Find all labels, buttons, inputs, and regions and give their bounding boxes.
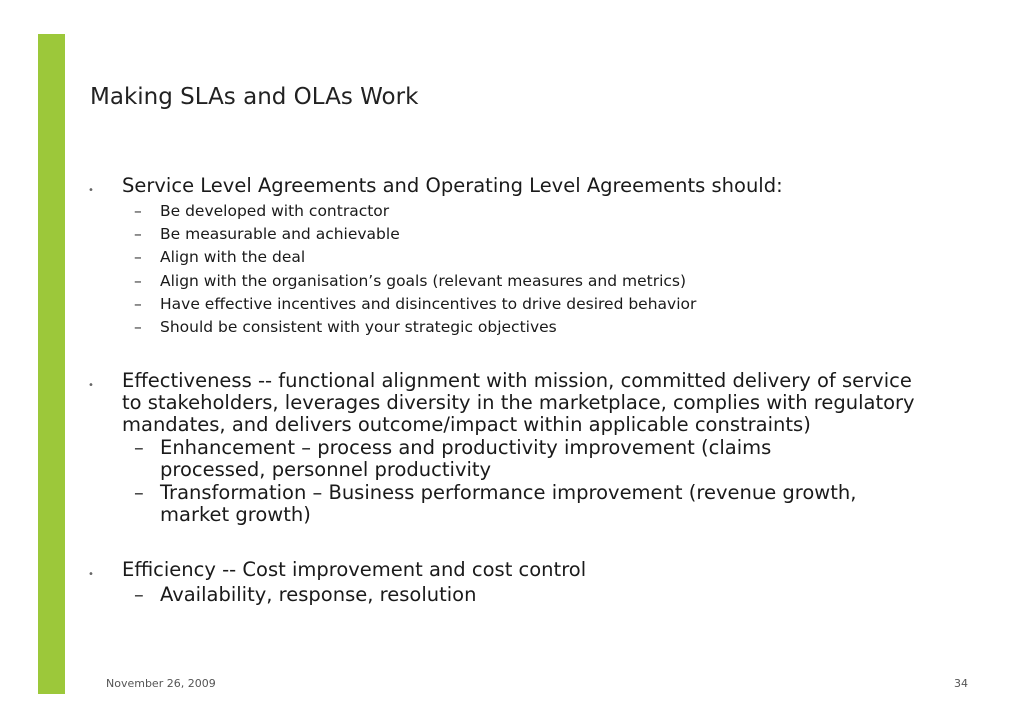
dash-icon: – — [134, 436, 144, 460]
dash-icon: – — [134, 481, 144, 505]
sub-item: – Have effective incentives and disincentives to drive desired behavior — [122, 293, 988, 316]
dash-icon: – — [134, 271, 142, 290]
sub-list — [122, 437, 988, 526]
sub-item: – Enhancement – process and productivity improvement (claims processed, personnel productivity — [134, 436, 772, 482]
sub-list — [122, 584, 988, 606]
footer-date: November 26, 2009 — [106, 677, 216, 690]
sub-item: – Align with the organisation’s goals (relevant measures and metrics) — [122, 270, 988, 293]
page-number: 34 — [954, 677, 968, 690]
bullet-text: Service Level Agreements and Operating Level Agreements should: — [122, 174, 783, 197]
sub-item: – Should be consistent with your strategic objectives — [122, 316, 988, 339]
bullet-text: Efficiency -- Cost improvement and cost control — [122, 558, 587, 582]
bullet-icon: • — [88, 380, 94, 392]
bullet-icon: • — [88, 569, 94, 581]
sub-list — [122, 200, 988, 339]
bullet-effectiveness — [88, 370, 988, 526]
sub-item: – Be measurable and achievable — [122, 223, 988, 246]
dash-icon: – — [134, 202, 142, 220]
bullet-text: Effectiveness -- functional alignment with mission, committed delivery of service to stakeholders, leverages diversity in the marketplace, complies with regulatory mandates, and delivers outcome/impact within applicable constraints) — [122, 369, 915, 437]
dash-icon: – — [134, 583, 144, 607]
slide-title: Making SLAs and OLAs Work — [90, 84, 419, 110]
bullet-sla-ola — [88, 175, 988, 339]
slide-content — [88, 175, 988, 606]
dash-icon: – — [134, 318, 142, 337]
sub-item: – Align with the deal — [122, 246, 988, 269]
bullet-icon: • — [88, 185, 94, 196]
sub-item: – Be developed with contractor — [122, 200, 988, 223]
accent-bar — [38, 34, 65, 694]
sub-item: – Transformation – Business performance improvement (revenue growth, market growth) — [134, 481, 857, 527]
dash-icon: – — [134, 225, 142, 244]
dash-icon: – — [134, 294, 142, 313]
sub-item: – Availability, response, resolution — [134, 583, 477, 607]
dash-icon: – — [134, 248, 142, 267]
bullet-efficiency — [88, 559, 988, 606]
